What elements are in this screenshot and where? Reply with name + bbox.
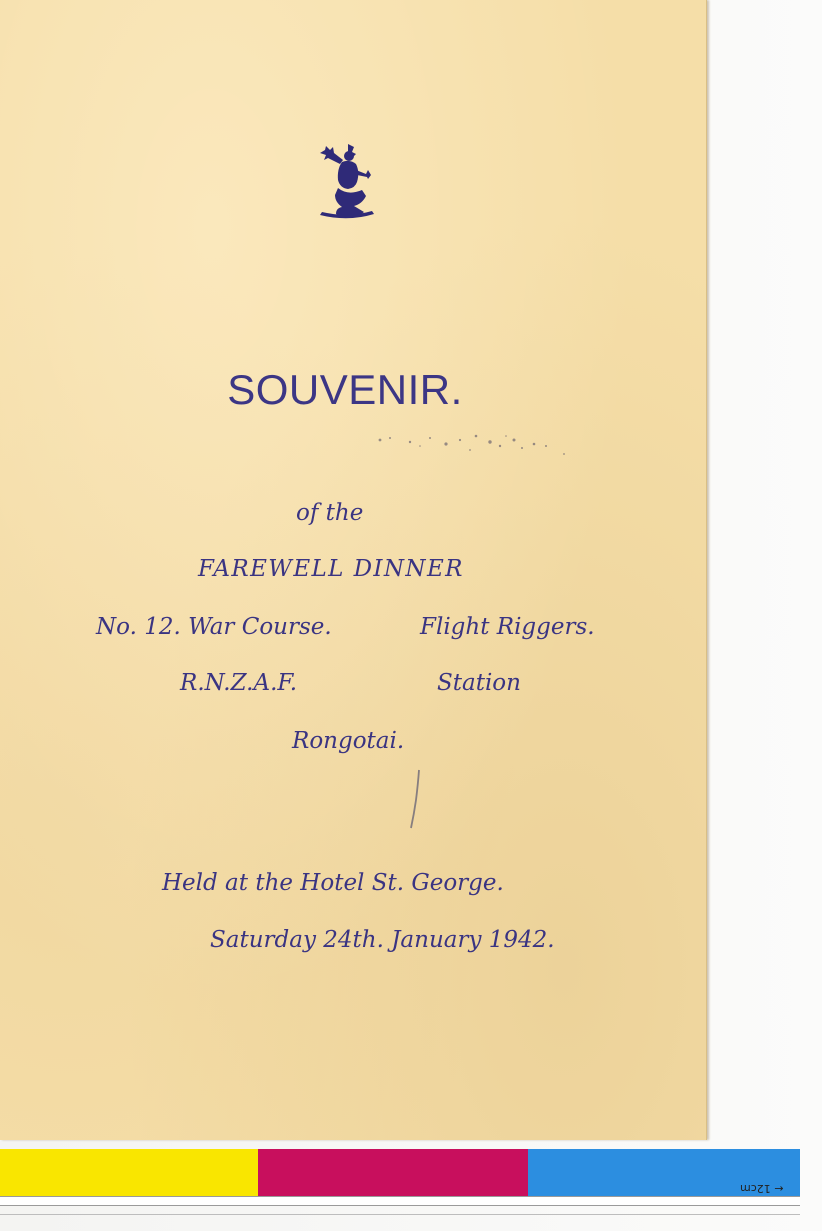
location-name: Rongotai. [292, 728, 405, 754]
scale-ruler-label: ← 12cm [740, 1182, 784, 1195]
subtitle-of-the: of the [296, 500, 364, 526]
event-name: FAREWELL DINNER [198, 556, 464, 582]
color-swatch-yellow [0, 1149, 258, 1196]
pen-scratch-mark [408, 768, 424, 830]
scale-ruler [0, 1196, 800, 1206]
scale-ruler-baseline [0, 1214, 800, 1215]
kiwi-mascot-crest-icon [312, 140, 382, 220]
service-name: R.N.Z.A.F. [180, 670, 298, 696]
title-souvenir: SOUVENIR. [227, 366, 463, 413]
course-name: No. 12. War Course. [96, 614, 332, 640]
trade-name: Flight Riggers. [420, 614, 595, 640]
date-line: Saturday 24th. January 1942. [210, 927, 555, 953]
venue-line: Held at the Hotel St. George. [162, 870, 504, 896]
color-swatch-magenta [258, 1149, 528, 1196]
station-label: Station [437, 670, 521, 696]
ink-speckle-mark [350, 426, 580, 466]
